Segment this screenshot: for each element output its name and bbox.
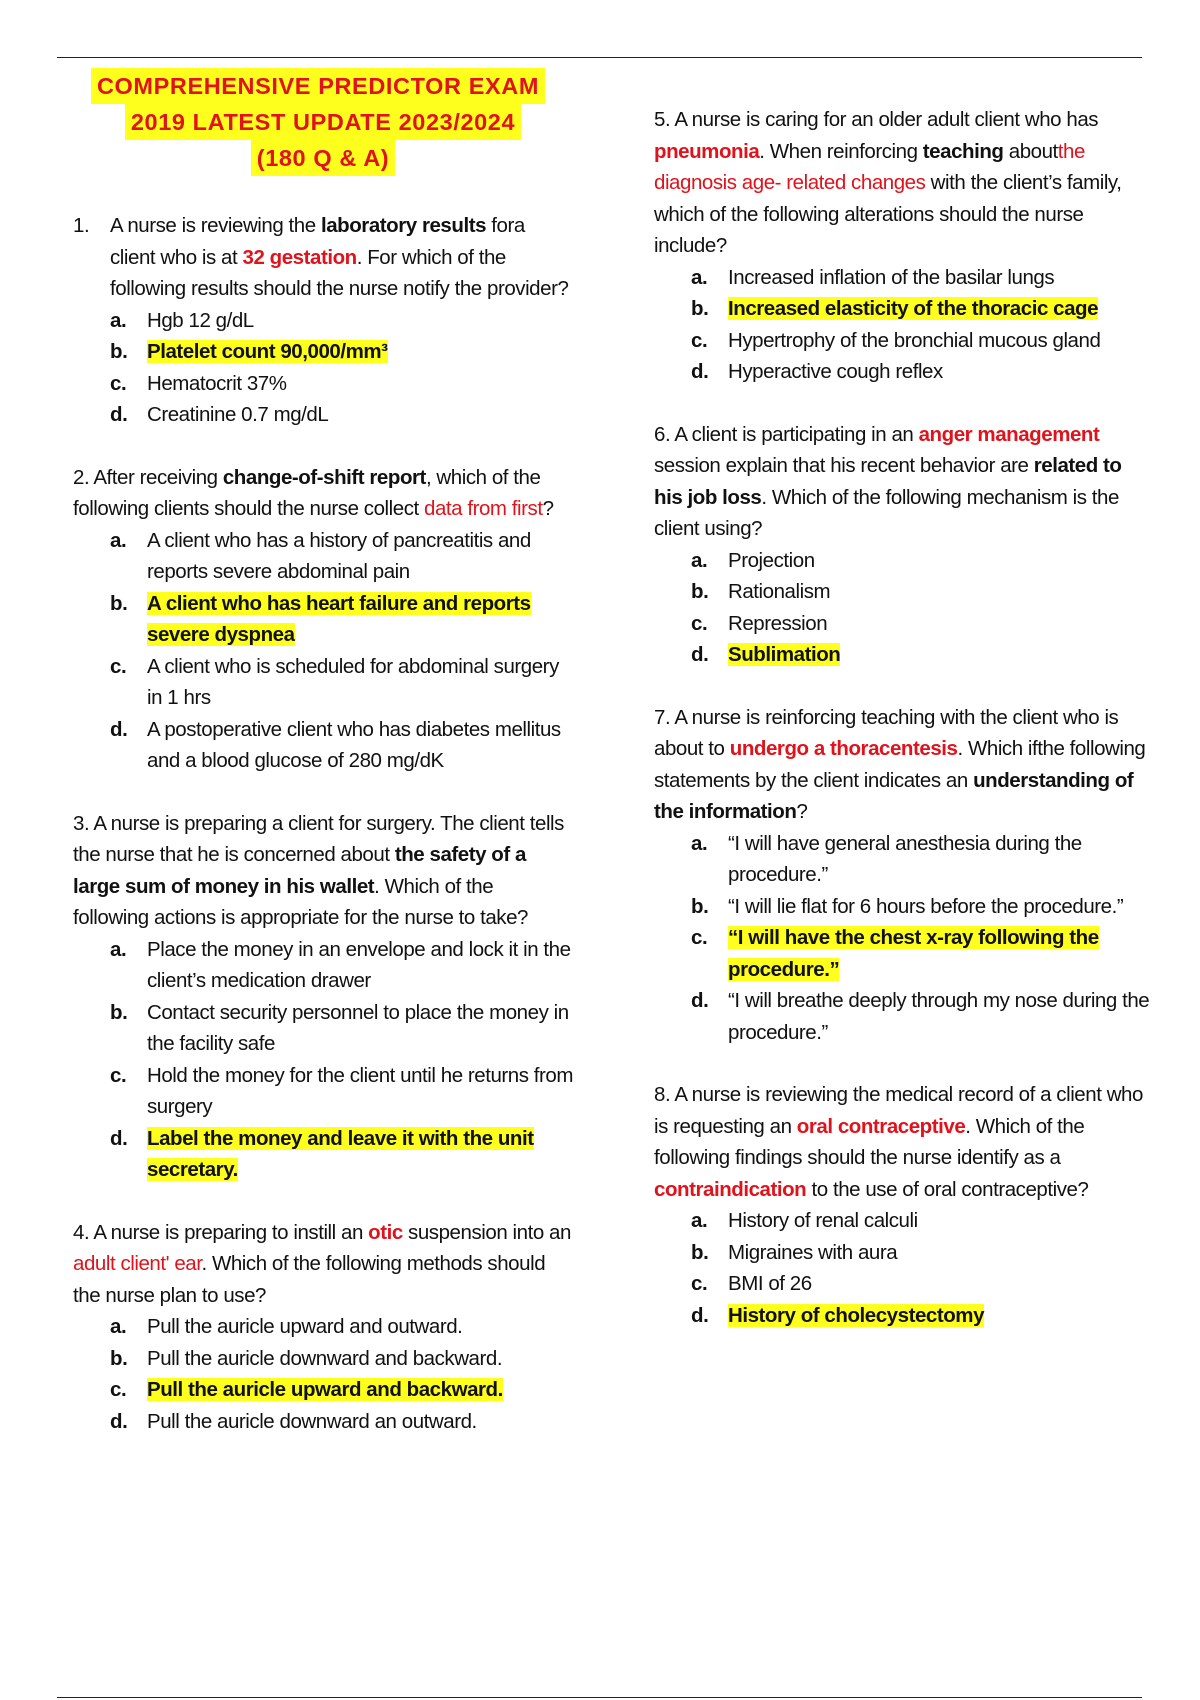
- option-text: Repression: [728, 611, 828, 635]
- stem-segment: laboratory results: [320, 214, 487, 237]
- answer-option-c: [110, 651, 573, 714]
- question-8: [654, 1079, 1154, 1331]
- option-letter: c.: [691, 611, 708, 635]
- answer-option-a: [110, 934, 573, 997]
- option-text: A client who has a history of pancreatitis and reports severe abdominal pain: [147, 528, 531, 583]
- option-letter: d.: [691, 989, 709, 1012]
- bottom-rule: [57, 1697, 1142, 1698]
- answer-option-a: [110, 305, 573, 337]
- stem-segment: the diagnosis age- related changes: [654, 139, 1085, 194]
- stem-segment: A nurse is reviewing the medical record of a client who is requesting an: [654, 1083, 1143, 1138]
- question-stem: [73, 210, 573, 305]
- answer-option-d: [110, 714, 573, 777]
- answer-options: [654, 545, 1154, 671]
- answer-option-b: [691, 1237, 1154, 1269]
- option-letter: b.: [691, 894, 709, 918]
- question-number: 6.: [654, 422, 671, 446]
- stem-segment: . Which of the following actions is appropriate for the nurse to take?: [73, 874, 528, 929]
- answer-option-b: [691, 576, 1154, 608]
- stem-segment: After receiving: [93, 465, 223, 489]
- stem-segment: pneumonia: [654, 139, 760, 163]
- option-text: A postoperative client who has diabetes mellitus and a blood glucose of 280 mg/dK: [147, 717, 561, 772]
- stem-segment: 32 gestation: [242, 245, 357, 269]
- option-letter: b.: [110, 340, 128, 363]
- option-letter: d.: [110, 1409, 128, 1433]
- answer-option-a: [691, 1205, 1154, 1237]
- question-number: 4.: [73, 1220, 90, 1244]
- option-letter: d.: [110, 1126, 128, 1150]
- answer-option-c: [691, 922, 1154, 985]
- stem-segment: contraindication: [654, 1177, 807, 1201]
- stem-segment: , which of the following clients should the nurse collect: [73, 465, 541, 520]
- option-letter: a.: [110, 937, 127, 961]
- answer-options: [73, 525, 573, 777]
- stem-segment: about: [1003, 139, 1058, 163]
- correct-answer-highlight: Increased elasticity of the thoracic cage: [728, 297, 1099, 320]
- stem-segment: A nurse is reinforcing teaching with the client who is about to: [654, 705, 1119, 760]
- option-letter: c.: [110, 1378, 127, 1401]
- stem-segment: A nurse is caring for an older adult client who has: [674, 108, 1099, 131]
- stem-segment: A client is participating in an: [674, 422, 919, 446]
- title-line-1: COMPREHENSIVE PREDICTOR EXAM: [91, 68, 545, 104]
- option-letter: b.: [110, 591, 128, 615]
- answer-option-a: [110, 1311, 573, 1343]
- answer-options: [73, 1311, 573, 1437]
- question-number: 2.: [73, 465, 90, 489]
- option-letter: d.: [691, 360, 709, 383]
- option-text: “I will lie flat for 6 hours before the procedure.”: [728, 894, 1124, 918]
- stem-segment: ?: [542, 497, 554, 520]
- answer-option-a: [691, 262, 1154, 294]
- stem-segment: otic: [368, 1220, 403, 1244]
- question-number: 7.: [654, 705, 671, 729]
- option-text: Hematocrit 37%: [147, 371, 287, 395]
- stem-segment: A nurse is preparing to instill an: [93, 1220, 369, 1244]
- question-number: 5.: [654, 108, 671, 131]
- option-text: Creatinine 0.7 mg/dL: [147, 403, 329, 426]
- option-text: Pull the auricle downward and backward.: [147, 1346, 503, 1370]
- question-2: [73, 462, 573, 777]
- option-letter: c.: [110, 371, 127, 395]
- answer-option-a: [691, 828, 1154, 891]
- answer-option-b: [110, 1343, 573, 1375]
- stem-segment: change-of-shift report: [222, 465, 426, 489]
- option-letter: a.: [110, 308, 127, 332]
- stem-segment: . Which ifthe following statements by the client indicates an: [654, 737, 1146, 792]
- option-letter: d.: [691, 643, 709, 666]
- right-column: [654, 104, 1154, 1362]
- question-stem: [73, 1217, 573, 1312]
- option-letter: a.: [691, 265, 708, 289]
- option-text: “I will have general anesthesia during the procedure.”: [728, 831, 1082, 886]
- answer-option-c: [691, 325, 1154, 357]
- answer-option-d: [110, 1406, 573, 1438]
- question-number: 1.: [73, 214, 90, 237]
- question-4: [73, 1217, 573, 1438]
- stem-segment: fora client who is at: [110, 214, 525, 269]
- stem-segment: teaching: [922, 139, 1004, 163]
- answer-option-a: [110, 525, 573, 588]
- option-letter: a.: [691, 1209, 708, 1232]
- question-number: 8.: [654, 1083, 671, 1106]
- question-stem: [654, 1079, 1154, 1205]
- option-letter: a.: [110, 1315, 127, 1338]
- stem-segment: oral contraceptive: [796, 1114, 966, 1138]
- question-stem: [654, 419, 1154, 545]
- answer-option-c: [110, 1060, 573, 1123]
- option-letter: c.: [110, 1063, 127, 1087]
- stem-segment: the safety of a large sum of money in his wallet: [73, 843, 526, 898]
- question-number: 3.: [73, 811, 90, 835]
- option-text: Hypertrophy of the bronchial mucous gland: [728, 328, 1101, 352]
- answer-options: [654, 828, 1154, 1049]
- stem-segment: . For which of the following results should the nurse notify the provider?: [110, 245, 569, 300]
- question-stem: [654, 104, 1154, 262]
- stem-segment: A nurse is reviewing the: [110, 214, 321, 237]
- top-rule: [57, 57, 1142, 58]
- questions-left: [73, 210, 573, 1437]
- stem-segment: suspension into an: [402, 1220, 571, 1244]
- option-text: History of renal calculi: [728, 1209, 918, 1232]
- option-text: Projection: [728, 548, 815, 572]
- correct-answer-highlight: Label the money and leave it with the unit secretary.: [147, 1126, 534, 1181]
- option-letter: a.: [691, 548, 708, 572]
- answer-options: [654, 262, 1154, 388]
- question-stem: [73, 808, 573, 934]
- option-letter: a.: [691, 831, 708, 855]
- option-text: Contact security personnel to place the money in the facility safe: [147, 1000, 569, 1055]
- stem-segment: ?: [796, 800, 808, 823]
- answer-option-d: [110, 399, 573, 431]
- question-7: [654, 702, 1154, 1049]
- question-stem: [654, 702, 1154, 828]
- option-letter: d.: [110, 717, 128, 741]
- option-text: Hgb 12 g/dL: [147, 308, 254, 332]
- left-column: [73, 68, 573, 1468]
- answer-option-b: [110, 336, 573, 368]
- question-1: [73, 210, 573, 431]
- answer-option-d: [691, 356, 1154, 388]
- option-text: Place the money in an envelope and lock it in the client’s medication drawer: [147, 937, 571, 992]
- correct-answer-highlight: Pull the auricle upward and backward.: [147, 1378, 503, 1401]
- correct-answer-highlight: History of cholecystectomy: [728, 1303, 985, 1327]
- stem-segment: A nurse is preparing a client for surgery. The client tells the nurse that he is concerned about: [73, 811, 564, 866]
- stem-segment: anger management: [918, 422, 1100, 446]
- option-letter: c.: [691, 926, 708, 949]
- answer-option-c: [110, 368, 573, 400]
- option-letter: c.: [691, 1272, 708, 1295]
- answer-option-d: [691, 1300, 1154, 1332]
- option-text: “I will breathe deeply through my nose during the procedure.”: [728, 989, 1150, 1044]
- answer-option-d: [691, 985, 1154, 1048]
- option-text: Hyperactive cough reflex: [728, 360, 943, 383]
- answer-option-d: [691, 639, 1154, 671]
- question-stem: [73, 462, 573, 525]
- option-letter: b.: [691, 580, 709, 603]
- stem-segment: data from first: [424, 497, 543, 520]
- option-text: Rationalism: [728, 580, 831, 603]
- answer-option-b: [110, 997, 573, 1060]
- correct-answer-highlight: Sublimation: [728, 643, 841, 666]
- option-letter: b.: [110, 1346, 128, 1370]
- stem-segment: . Which of the following methods should the nurse plan to use?: [73, 1252, 546, 1307]
- option-letter: b.: [110, 1000, 128, 1024]
- answer-options: [73, 305, 573, 431]
- option-letter: d.: [110, 403, 128, 426]
- question-5: [654, 104, 1154, 388]
- option-text: A client who is scheduled for abdominal surgery in 1 hrs: [147, 654, 559, 709]
- question-3: [73, 808, 573, 1186]
- answer-option-d: [110, 1123, 573, 1186]
- answer-option-b: [691, 891, 1154, 923]
- correct-answer-highlight: “I will have the chest x-ray following the procedure.”: [728, 926, 1099, 981]
- answer-options: [654, 1205, 1154, 1331]
- stem-segment: . When reinforcing: [759, 139, 923, 163]
- title-line-3: (180 Q & A): [251, 140, 395, 176]
- option-text: Hold the money for the client until he returns from surgery: [147, 1063, 573, 1118]
- answer-option-b: [691, 293, 1154, 325]
- option-letter: a.: [110, 528, 127, 552]
- correct-answer-highlight: Platelet count 90,000/mm³: [147, 340, 388, 363]
- answer-option-c: [110, 1374, 573, 1406]
- option-letter: b.: [691, 297, 709, 320]
- stem-segment: related to his job loss: [654, 454, 1122, 509]
- stem-segment: session explain that his recent behavior are: [654, 454, 1034, 477]
- answer-options: [73, 934, 573, 1186]
- stem-segment: to the use of oral contraceptive?: [806, 1177, 1089, 1201]
- option-text: Increased inflation of the basilar lungs: [728, 265, 1055, 289]
- title-line-2: 2019 LATEST UPDATE 2023/2024: [125, 104, 521, 140]
- option-letter: c.: [110, 654, 127, 678]
- option-letter: b.: [691, 1240, 709, 1264]
- exam-title: [73, 68, 573, 176]
- option-letter: d.: [691, 1303, 709, 1327]
- correct-answer-highlight: A client who has heart failure and reports severe dyspnea: [147, 591, 531, 646]
- stem-segment: understanding of the information: [654, 768, 1134, 823]
- questions-right: [654, 104, 1154, 1331]
- stem-segment: . Which of the following mechanism is the client using?: [654, 485, 1119, 540]
- stem-segment: undergo a thoracentesis: [729, 737, 958, 760]
- option-text: Pull the auricle downward an outward.: [147, 1409, 477, 1433]
- option-text: BMI of 26: [728, 1272, 812, 1295]
- answer-option-c: [691, 608, 1154, 640]
- stem-segment: . Which of the following findings should the nurse identify as a: [654, 1114, 1085, 1169]
- option-text: Migraines with aura: [728, 1240, 898, 1264]
- answer-option-c: [691, 1268, 1154, 1300]
- question-6: [654, 419, 1154, 671]
- option-text: Pull the auricle upward and outward.: [147, 1315, 463, 1338]
- stem-segment: with the client’s family, which of the following alterations should the nurse include?: [654, 171, 1122, 257]
- stem-segment: adult client' ear: [73, 1252, 202, 1275]
- answer-option-b: [110, 588, 573, 651]
- option-letter: c.: [691, 328, 708, 352]
- answer-option-a: [691, 545, 1154, 577]
